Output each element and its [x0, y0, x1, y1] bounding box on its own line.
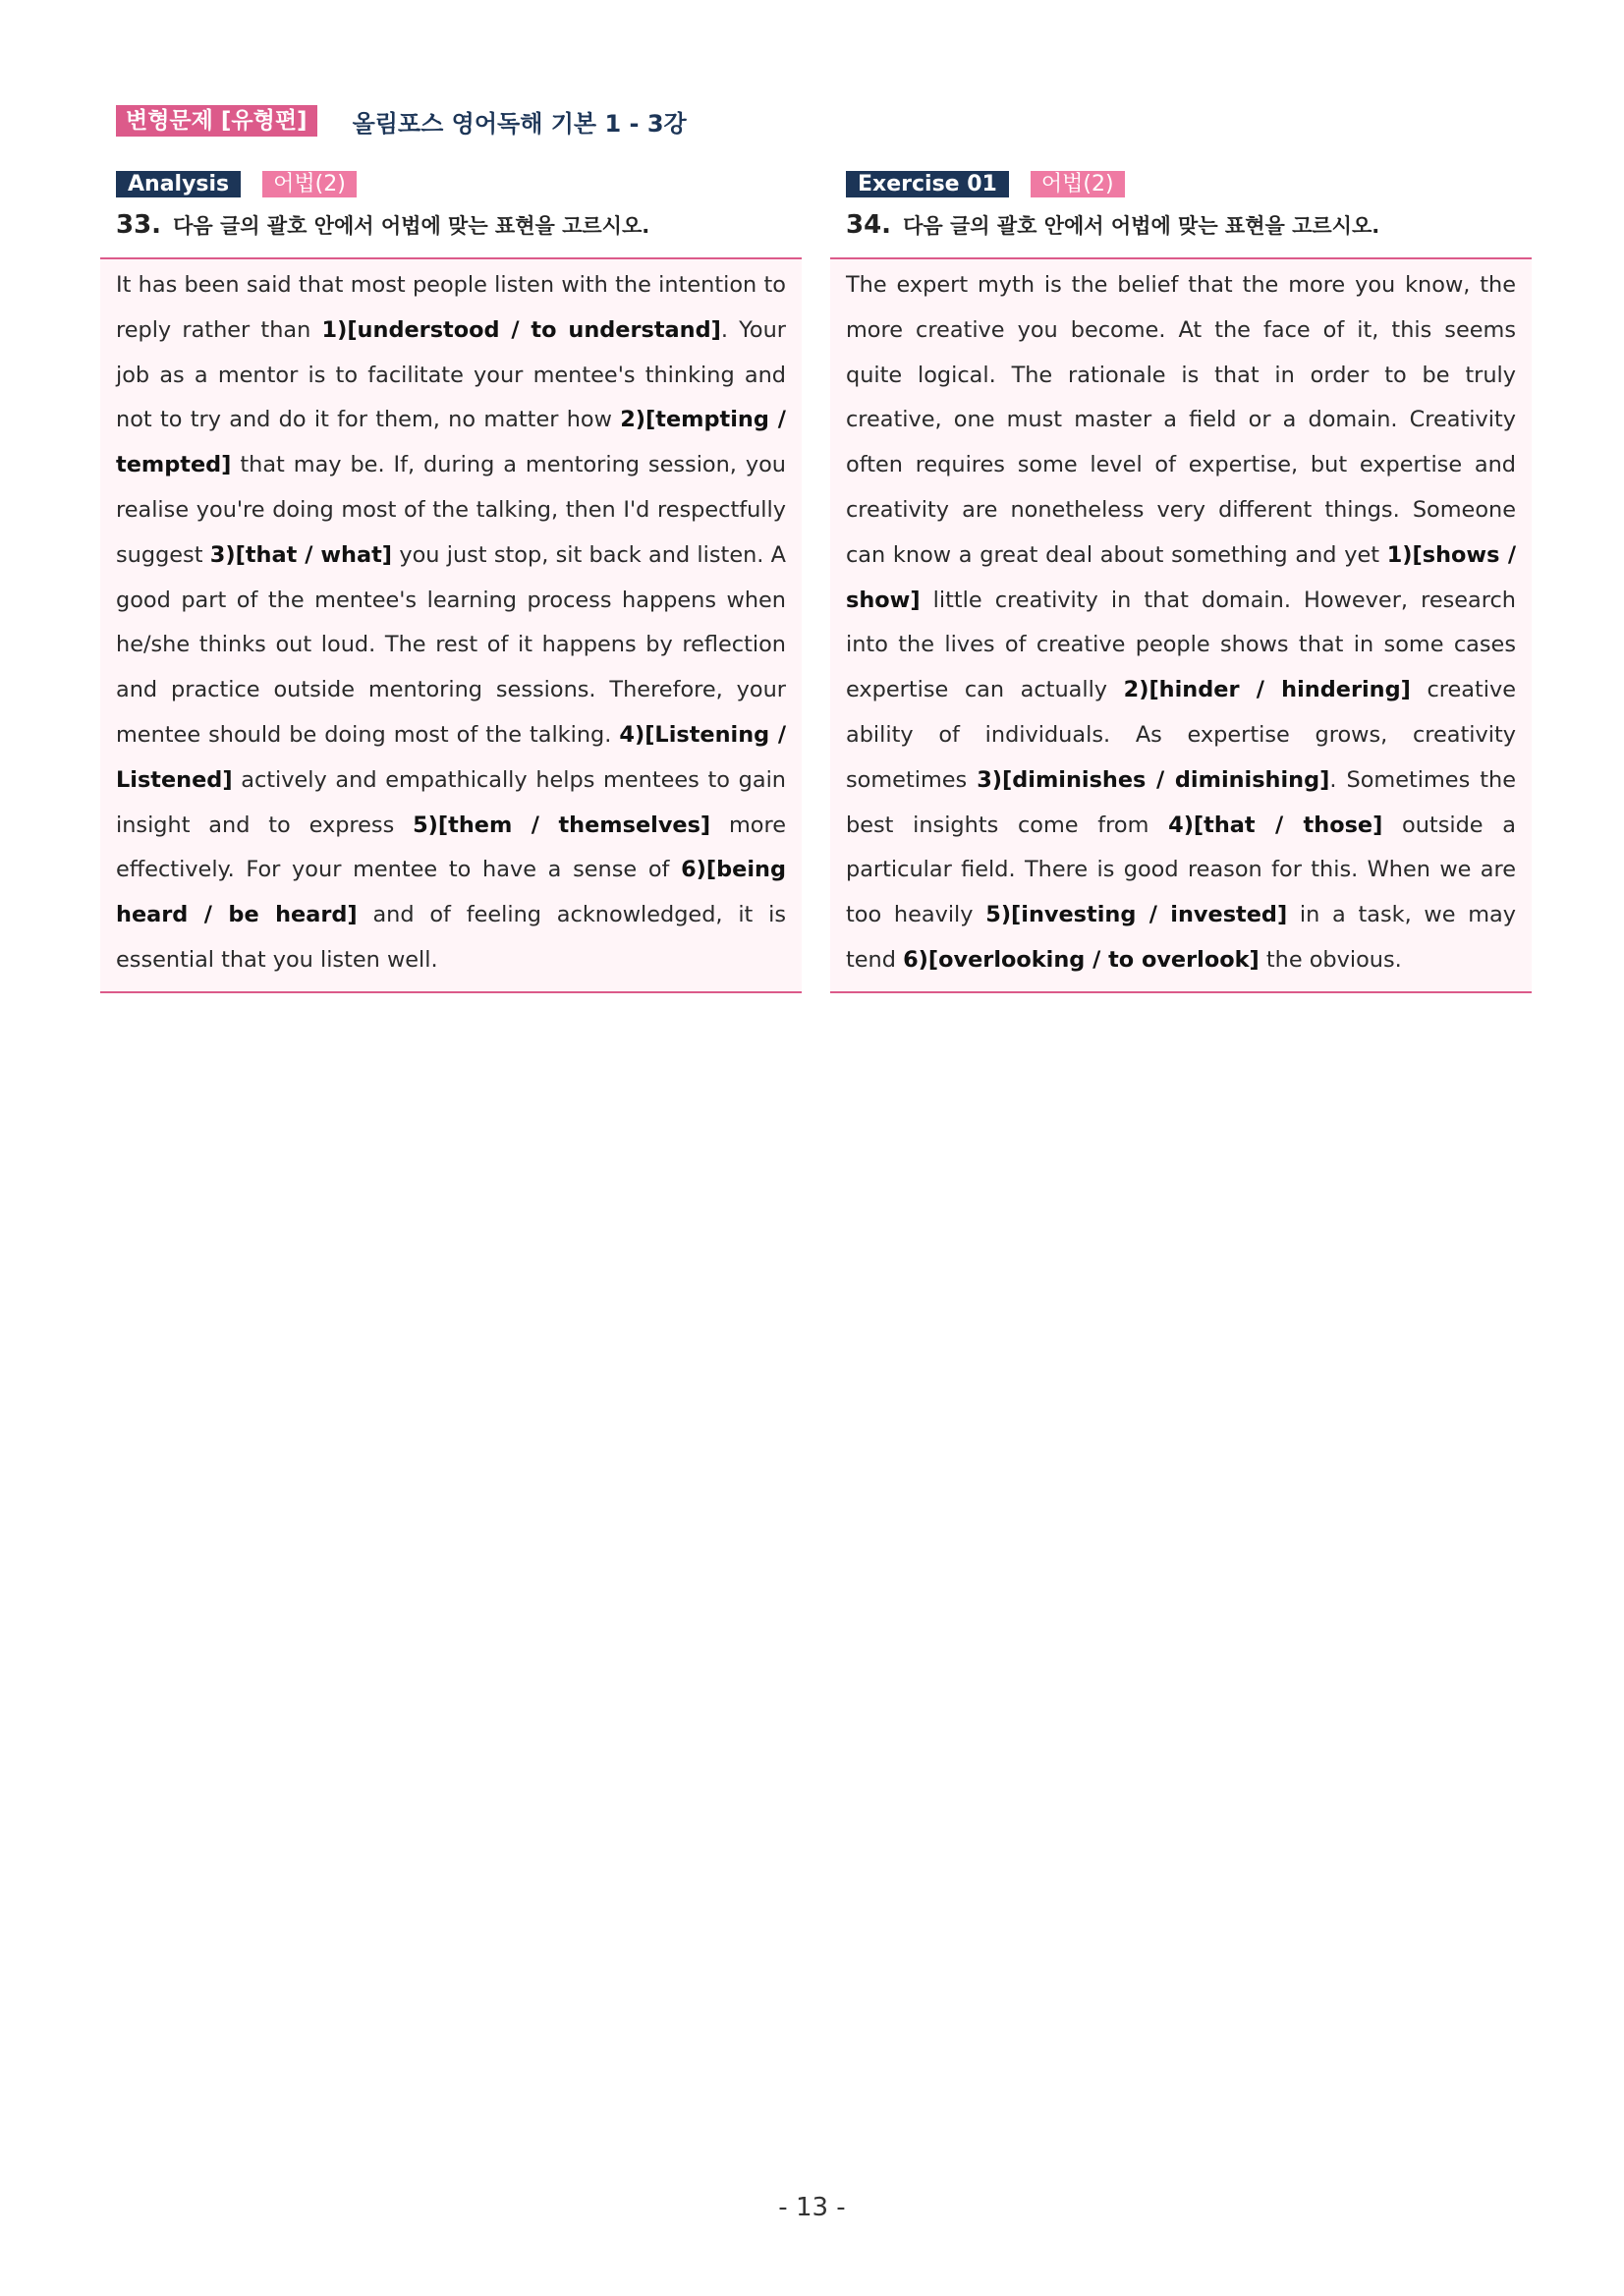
answer-choice: 3)[diminishes / diminishing] — [977, 766, 1330, 793]
passage-segment: . Your job as a mentor is to facilitate your mentee's thinking and not to try and do it for them, no matter how — [116, 316, 786, 433]
passage-segment: that may be. If, during a mentoring session, you realise you're doing most of the talking, then I'd respectfully suggest — [116, 452, 786, 568]
passage-segment: creative ability of individuals. As expertise grows, creativity sometimes — [846, 677, 1516, 793]
passage-segment: more effectively. For your mentee to have a sense of — [116, 812, 787, 883]
answer-choice: 1)[understood / to understand] — [321, 316, 721, 343]
question-33-heading — [100, 209, 802, 241]
passage-segment: in a task, we may tend — [846, 902, 1516, 973]
question-instruction: 다음 글의 괄호 안에서 어법에 맞는 표현을 고르시오. — [903, 214, 1380, 238]
question-number: 33. — [116, 210, 162, 240]
answer-choice: 6)[being heard / be heard] — [116, 857, 786, 928]
answer-choice: 2)[tempting / tempted] — [116, 407, 786, 478]
question-33-labels — [100, 171, 802, 197]
passage-box — [100, 257, 802, 993]
passage-segment: It has been said that most people listen with the intention to reply rather than — [116, 272, 786, 343]
passage-segment: actively and empathically helps mentees to gain insight and to express — [116, 766, 786, 838]
passage-segment: little creativity in that domain. However, research into the lives of creative people shows that in some cases expertise can actually — [846, 587, 1516, 703]
exercise-label: Exercise 01 — [846, 171, 1009, 197]
page-title: 올림포스 영어독해 기본 1 - 3강 — [352, 109, 687, 138]
page-number: - 13 - — [778, 2193, 846, 2222]
page-header — [116, 104, 687, 138]
question-instruction: 다음 글의 괄호 안에서 어법에 맞는 표현을 고르시오. — [173, 214, 650, 238]
question-33-column — [100, 171, 802, 993]
question-34-column — [830, 171, 1532, 993]
question-34-labels — [830, 171, 1532, 197]
passage-segment: outside a particular field. There is good reason for this. When we are too heavily — [846, 812, 1516, 928]
analysis-label: Analysis — [116, 171, 241, 197]
answer-choice: 4)[Listening / Listened] — [116, 721, 786, 793]
question-number: 34. — [846, 210, 892, 240]
category-label: 어법(2) — [262, 171, 357, 197]
section-tag: 변형문제 [유형편] — [116, 105, 317, 137]
answer-choice: 5)[investing / invested] — [985, 902, 1288, 928]
passage-segment: the obvious. — [1259, 946, 1402, 973]
answer-choice: 4)[that / those] — [1168, 812, 1383, 838]
passage-segment: . Sometimes the best insights come from — [846, 766, 1516, 838]
answer-choice: 1)[shows / show] — [846, 541, 1516, 613]
passage-text — [116, 263, 786, 983]
passage-segment: you just stop, sit back and listen. A good part of the mentee's learning process happens when he/she thinks out loud. The rest of it happens by reflection and practice outside mentoring sessions. Therefore, your mentee should be doing most of the talking. — [116, 541, 786, 748]
passage-box — [830, 257, 1532, 993]
category-label: 어법(2) — [1031, 171, 1125, 197]
answer-choice: 2)[hinder / hindering] — [1123, 677, 1411, 703]
answer-choice: 5)[them / themselves] — [413, 812, 711, 838]
answer-choice: 6)[overlooking / to overlook] — [903, 946, 1260, 973]
question-34-heading — [830, 209, 1532, 241]
passage-segment: The expert myth is the belief that the more you know, the more creative you become. At the face of it, this seems quite logical. The rationale is that in order to be truly creative, one must master a field or a domain. Creativity often requires some level of expertise, but expertise and creativity are nonetheless very different things. Someone can know a great deal about something and yet — [846, 272, 1516, 568]
passage-text — [846, 263, 1516, 983]
passage-segment: and of feeling acknowledged, it is essential that you listen well. — [116, 902, 787, 973]
answer-choice: 3)[that / what] — [209, 541, 393, 568]
